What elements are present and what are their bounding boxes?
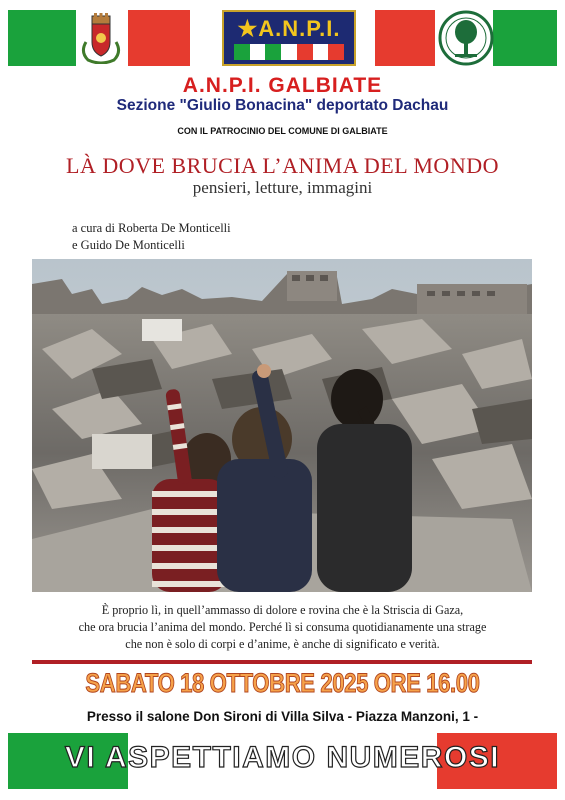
event-title: LÀ DOVE BRUCIA L’ANIMA DEL MONDO <box>66 153 499 178</box>
caption <box>30 602 535 653</box>
caption-line-1: È proprio lì, in quell’ammasso di dolore e rovina che è la Striscia di Gaza, <box>101 603 464 617</box>
header-flags <box>8 10 557 66</box>
caption-line-2: che ora brucia l’anima del mondo. Perché lì si consuma quotidianamente una strage <box>78 620 487 634</box>
event-venue: Presso il salone Don Sironi di Villa Silva - Piazza Manzoni, 1 - <box>86 709 479 724</box>
caption-line-3: che non è solo di corpi e d’anime, è anche di significato e verità. <box>125 637 440 651</box>
patronage-line: CON IL PATROCINIO DEL COMUNE DI GALBIATE <box>177 126 388 136</box>
badge-tricolor <box>234 44 344 60</box>
italian-flag-left <box>8 10 190 66</box>
footer-slogan: VI ASPETTIAMO NUMEROSI <box>64 741 501 774</box>
event-subtitle: pensieri, letture, immagini <box>192 178 373 197</box>
org-name: A.N.P.I. GALBIATE <box>182 74 383 97</box>
anpi-badge <box>222 10 356 66</box>
event-date: SABATO 18 OTTOBRE 2025 ORE 16.00 <box>85 668 480 698</box>
org-section: Sezione "Giulio Bonacina" deportato Dachau <box>116 97 449 114</box>
gaza-rubble-photo <box>32 259 532 592</box>
curator-line-1: a cura di Roberta De Monticelli <box>72 221 231 235</box>
curators <box>72 220 231 254</box>
italian-flag-right <box>375 10 557 66</box>
tree-seal-icon <box>437 10 495 66</box>
anpi-badge-text: ★A.N.P.I. <box>237 16 341 41</box>
divider <box>32 660 532 664</box>
curator-line-2: e Guido De Monticelli <box>72 238 185 252</box>
municipal-crest-icon <box>78 12 124 64</box>
